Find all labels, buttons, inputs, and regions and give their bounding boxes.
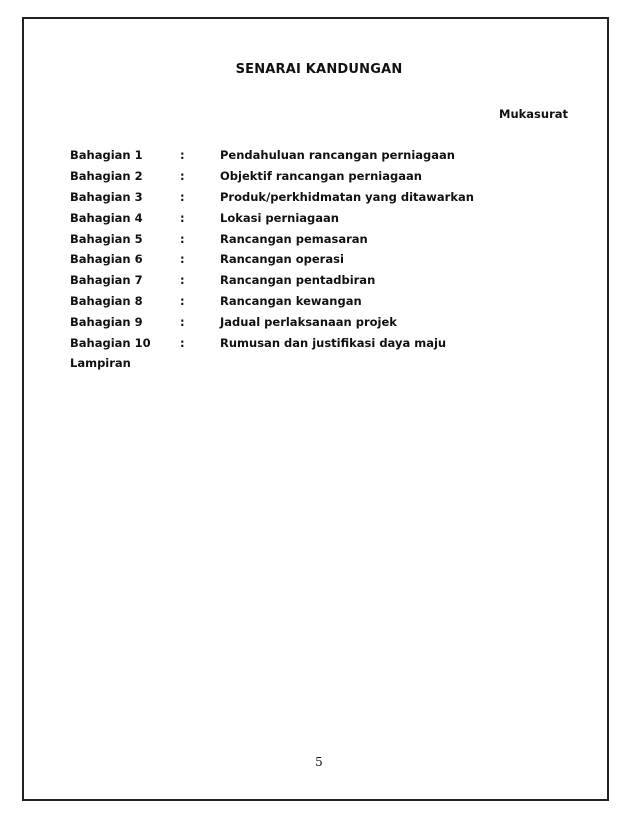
- toc-title: Rancangan pentadbiran: [220, 273, 376, 288]
- page-title: SENARAI KANDUNGAN: [235, 62, 403, 77]
- toc-title: Lokasi perniagaan: [220, 210, 339, 225]
- toc-separator: :: [180, 252, 185, 267]
- toc-section: Bahagian 6: [70, 252, 143, 267]
- toc-row: [70, 166, 530, 187]
- toc-title: Rancangan kewangan: [220, 293, 362, 308]
- toc-separator: :: [180, 273, 185, 288]
- toc-separator: :: [180, 231, 185, 246]
- page-border: [22, 17, 609, 801]
- toc-section: Bahagian 1: [70, 148, 143, 163]
- toc-title: Pendahuluan rancangan perniagaan: [220, 148, 455, 163]
- toc-separator: :: [180, 169, 185, 184]
- toc-row: [70, 228, 530, 249]
- toc-row: [70, 249, 530, 270]
- toc-section: Bahagian 10: [70, 335, 151, 350]
- toc-separator: :: [180, 335, 185, 350]
- toc-title: Objektif rancangan perniagaan: [220, 169, 422, 184]
- page-column-label: Mukasurat: [499, 107, 568, 121]
- toc-row: [70, 353, 530, 374]
- toc-separator: :: [180, 314, 185, 329]
- toc-section: Bahagian 3: [70, 189, 143, 204]
- toc-section: Bahagian 5: [70, 231, 143, 246]
- toc-title: Rancangan operasi: [220, 252, 344, 267]
- toc-section: Bahagian 9: [70, 314, 143, 329]
- table-of-contents: [70, 145, 530, 374]
- toc-section: Lampiran: [70, 356, 131, 371]
- toc-section: Bahagian 4: [70, 210, 143, 225]
- toc-row: [70, 270, 530, 291]
- toc-row: [70, 332, 530, 353]
- toc-title: Rumusan dan justifikasi daya maju: [220, 335, 447, 350]
- toc-row: [70, 291, 530, 312]
- toc-row: [70, 207, 530, 228]
- toc-row: [70, 311, 530, 332]
- toc-separator: :: [180, 148, 185, 163]
- toc-title: Jadual perlaksanaan projek: [220, 314, 397, 329]
- toc-separator: :: [180, 293, 185, 308]
- toc-title: Rancangan pemasaran: [220, 231, 368, 246]
- toc-section: Bahagian 2: [70, 169, 143, 184]
- toc-title: Produk/perkhidmatan yang ditawarkan: [220, 189, 474, 204]
- toc-section: Bahagian 8: [70, 293, 143, 308]
- toc-separator: :: [180, 189, 185, 204]
- toc-row: [70, 187, 530, 208]
- toc-section: Bahagian 7: [70, 273, 143, 288]
- toc-separator: :: [180, 210, 185, 225]
- toc-row: [70, 145, 530, 166]
- page-number: 5: [315, 755, 323, 769]
